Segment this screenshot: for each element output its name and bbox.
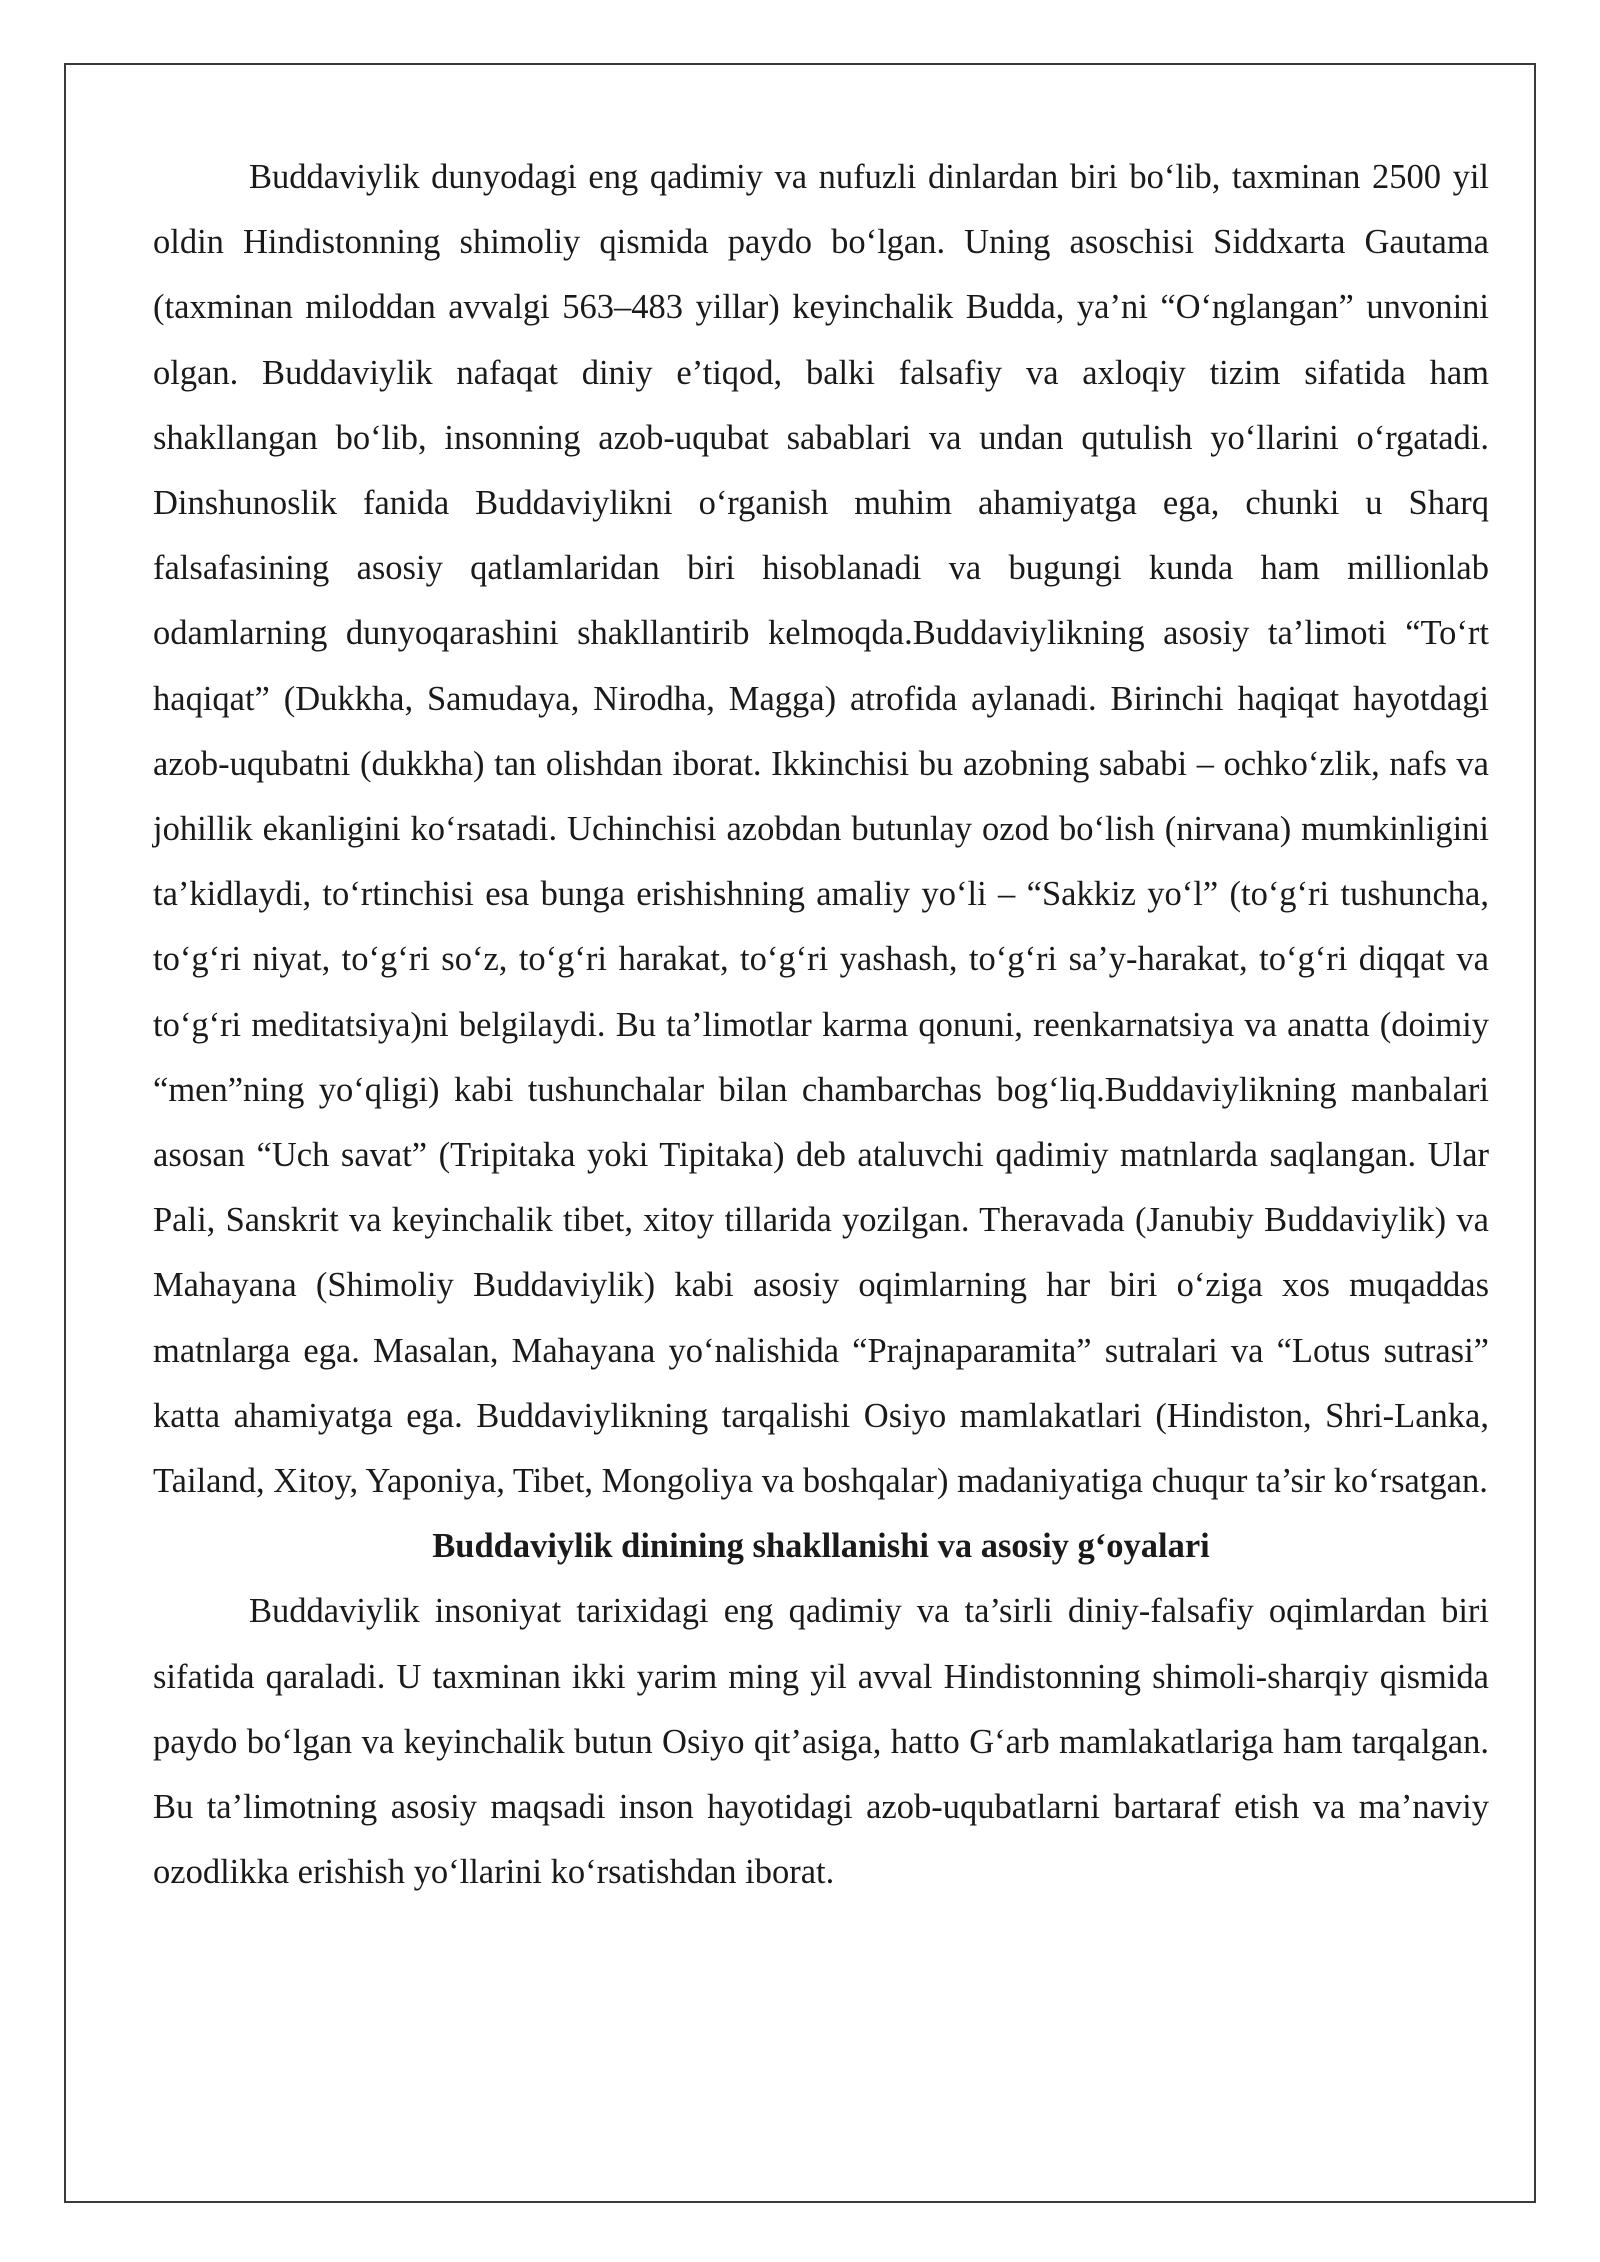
body-paragraph-1: Buddaviylik dunyodagi eng qadimiy va nufuzli dinlardan biri bo‘lib, taxminan 2500 yil oldin Hindistonning shimoliy qismida paydo bo‘lgan. Uning asoschisi Siddxarta Gautama (taxminan miloddan avvalgi 563–483 yillar) keyinchalik Budda, ya’ni “O‘nglangan” unvonini olgan. Buddaviylik nafaqat diniy e’tiqod, balki falsafiy va axloqiy tizim sifatida ham shakllangan bo‘lib, insonning azob-uqubat sabablari va undan qutulish yo‘llarini o‘rgatadi. Dinshunoslik fanida Buddaviylikni o‘rganish muhim ahamiyatga ega, chunki u Sharq falsafasining asosiy qatlamlaridan biri hisoblanadi va bugungi kunda ham millionlab odamlarning dunyoqarashini shakllantirib kelmoqda.Buddaviylikning asosiy ta’limoti “To‘rt haqiqat” (Dukkha, Samudaya, Nirodha, Magga) atrofida aylanadi. Birinchi haqiqat hayotdagi azob-uqubatni (dukkha) tan olishdan iborat. Ikkinchisi bu azobning sababi – ochko‘zlik, nafs va johillik ekanligini ko‘rsatadi. Uchinchisi azobdan butunlay ozod bo‘lish (nirvana) mumkinligini ta’kidlaydi, to‘rtinchisi esa bunga erishishning amaliy yo‘li – “Sakkiz yo‘l” (to‘g‘ri tushuncha, to‘g‘ri niyat, to‘g‘ri so‘z, to‘g‘ri harakat, to‘g‘ri yashash, to‘g‘ri sa’y-harakat, to‘g‘ri diqqat va to‘g‘ri meditatsiya)ni belgilaydi. Bu ta’limotlar karma qonuni, reenkarnatsiya va anatta (doimiy “men”ning yo‘qligi) kabi tushunchalar bilan chambarchas bog‘liq.Buddaviylikning manbalari asosan “Uch savat” (Tripitaka yoki Tipitaka) deb ataluvchi qadimiy matnlarda saqlangan. Ular Pali, Sanskrit va keyinchalik tibet, xitoy tillarida yozilgan. Theravada (Janubiy Buddaviylik) va Mahayana (Shimoliy Buddaviylik) kabi asosiy oqimlarning har biri o‘ziga xos muqaddas matnlarga ega. Masalan, Mahayana yo‘nalishida “Prajnaparamita” sutralari va “Lotus sutrasi” katta ahamiyatga ega. Buddaviylikning tarqalishi Osiyo mamlakatlari (Hindiston, Shri-Lanka, Tailand, Xitoy, Yaponiya, Tibet, Mongoliya va boshqalar) madaniyatiga chuqur ta’sir ko‘rsatgan. — [153, 158, 1489, 1501]
section-heading: Buddaviylik dinining shakllanishi va asosiy g‘oyalari — [432, 1527, 1210, 1566]
body-paragraph-2: Buddaviylik insoniyat tarixidagi eng qadimiy va ta’sirli diniy-falsafiy oqimlardan biri sifatida qaraladi. U taxminan ikki yarim ming yil avval Hindistonning shimoli-sharqiy qismida paydo bo‘lgan va keyinchalik butun Osiyo qit’asiga, hatto G‘arb mamlakatlariga ham tarqalgan. Bu ta’limotning asosiy maqsadi inson hayotidagi azob-uqubatlarni bartaraf etish va ma’naviy ozodlikka erishish yo‘llarini ko‘rsatishdan iborat. — [153, 1592, 1489, 1892]
document-body — [153, 145, 1489, 1905]
